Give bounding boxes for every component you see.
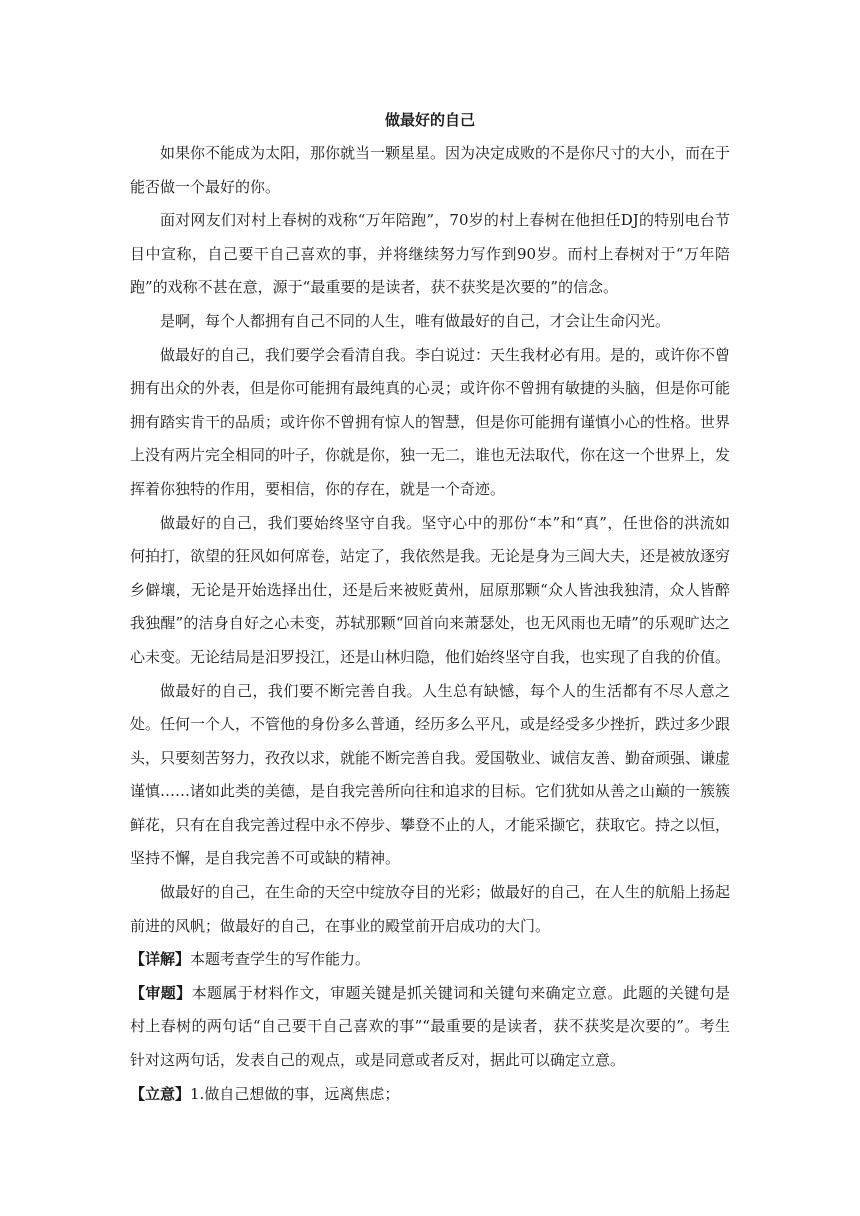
essay-paragraph: 做最好的自己，我们要始终坚守自我。坚守心中的那份“本”和“真”，任世俗的洪流如何拍打，欲望的狂风如何席卷，站定了，我依然是我。无论是身为三闾大夫，还是被放逐穷乡僻壤，无论是开始选择出仕，还是后来被贬黄州，屈原那颗“众人皆浊我独清，众人皆醉我独醒”的洁身自好之心未变，苏轼那颗“回首向来萧瑟处，也无风雨也无晴”的乐观旷达之心未变。无论结局是汨罗投江，还是山林归隐，他们始终坚守自我，也实现了自我的价值。: [130, 513, 731, 666]
note-label: 【立意】: [130, 1084, 191, 1103]
essay-paragraph: 做最好的自己，我们要不断完善自我。人生总有缺憾，每个人的生活都有不尽人意之处。任何一个人，不管他的身份多么普通，经历多么平凡，或是经受多少挫折，跌过多少跟头，只要刻苦努力，孜孜以求，就能不断完善自我。爱国敬业、诚信友善、勤奋顽强、谦虚谨慎……诸如此类的美德，是自我完善所向往和追求的目标。它们犹如从善之山巅的一簇簇鲜花，只有在自我完善过程中永不停步、攀登不止的人，才能采撷它，获取它。持之以恒，坚持不懈，是自我完善不可或缺的精神。: [130, 681, 731, 868]
thesis-note: [130, 1078, 730, 1112]
essay-paragraph: 如果你不能成为太阳，那你就当一颗星星。因为决定成败的不是你尺寸的大小，而在于能否做一个最好的你。: [130, 144, 731, 196]
note-label: 【审题】: [130, 983, 192, 1002]
note-text: 本题考查学生的写作能力。: [190, 950, 371, 969]
explanation-note: [130, 943, 730, 977]
essay-paragraph: 面对网友们对村上春树的戏称“万年陪跑”，70岁的村上春树在他担任DJ的特别电台节目中宣称，自己要干自己喜欢的事，并将继续努力写作到90岁。而村上春树对于“万年陪跑”的戏称不甚在意，源于“最重要的是读者，获不获奖是次要的”的信念。: [130, 211, 730, 297]
note-label: 【详解】: [130, 950, 191, 969]
analysis-note: [130, 977, 730, 1078]
essay-paragraph: 做最好的自己，在生命的天空中绽放夺目的光彩；做最好的自己，在人生的航船上扬起前进的风帆；做最好的自己，在事业的殿堂前开启成功的大门。: [130, 883, 731, 935]
note-text: 1.做自己想做的事，远离焦虑；: [190, 1084, 400, 1103]
essay-paragraph: 是啊，每个人都拥有自己不同的人生，唯有做最好的自己，才会让生命闪光。: [160, 311, 671, 330]
note-text: 本题属于材料作文，审题关键是抓关键词和关键句来确定立意。此题的关键句是村上春树的两句话“自己要干自己喜欢的事”“最重要的是读者，获不获奖是次要的”。考生针对这两句话，发表自己的观点，或是同意或者反对，据此可以确定立意。: [130, 983, 730, 1070]
essay-paragraph: 做最好的自己，我们要学会看清自我。李白说过：天生我材必有用。是的，或许你不曾拥有出众的外表，但是你可能拥有最纯真的心灵；或许你不曾拥有敏捷的头脑，但是你可能拥有踏实肯干的品质；或许你不曾拥有惊人的智慧，但是你可能拥有谨慎小心的性格。世界上没有两片完全相同的叶子，你就是你，独一无二，谁也无法取代，你在这一个世界上，发挥着你独特的作用，要相信，你的存在，就是一个奇迹。: [130, 345, 731, 498]
essay-title: 做最好的自己: [384, 111, 475, 129]
